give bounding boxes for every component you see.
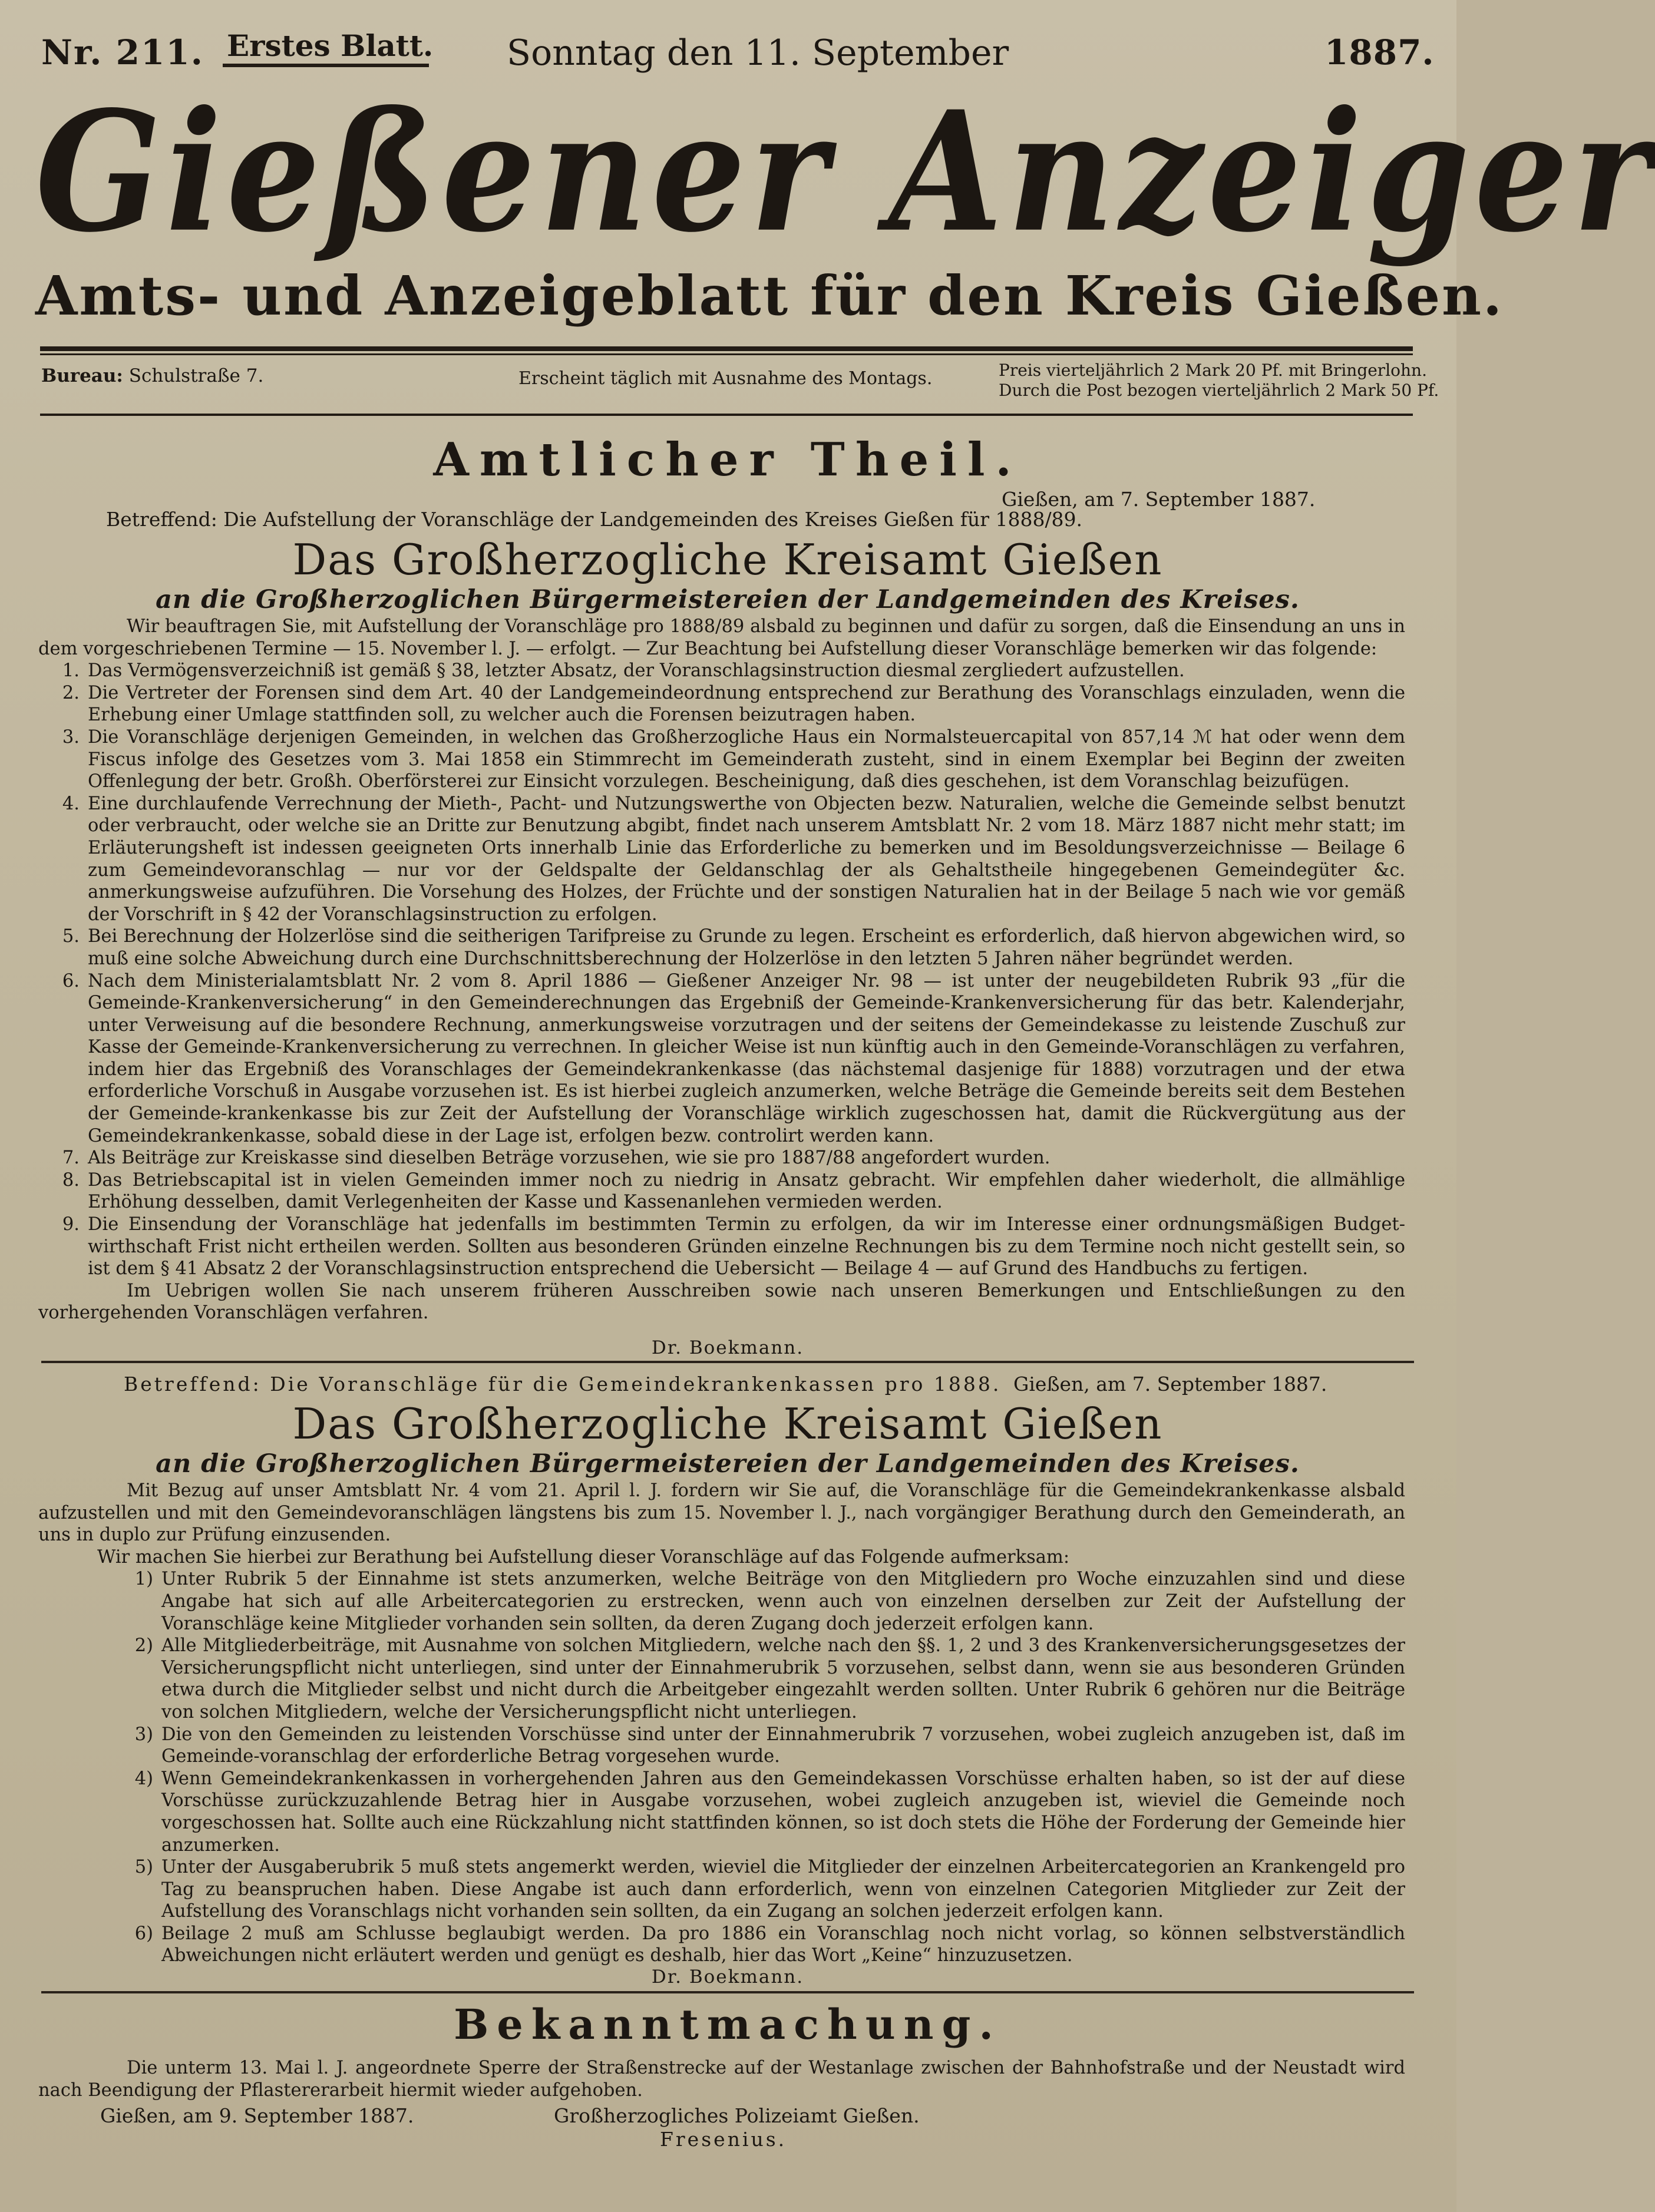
notice3-authority: Großherzogliches Polizeiamt Gießen. xyxy=(554,2104,920,2127)
list-item-number: 2. xyxy=(62,682,80,703)
bureau-value: Schulstraße 7. xyxy=(128,365,264,386)
notice1-closing: Im Uebrigen wollen Sie nach unserem früheren Ausschreiben sowie nach unseren Bemerkungen und Entschließungen zu den vorhergehenden Voranschlägen verfahren. xyxy=(38,1280,1405,1324)
issue-number: Nr. 211. xyxy=(41,32,204,72)
notice2-subject: Betreffend: Die Voranschläge für die Gemeindekrankenkassen pro 1888. xyxy=(124,1373,1002,1396)
list-item-number: 6. xyxy=(62,970,80,991)
list-item-text: Eine durchlaufende Verrechnung der Mieth-, Pacht- und Nutzungswerthe von Objecten bezw. Naturalien, welche die Gemeinde selbst benutzt oder verbraucht, oder welche sie an Dritte zur Benutzung abgibt, findet nach unserem Amtsblatt Nr. 2 vom 18. März 1887 nicht mehr statt; im Erläuterungsheft ist indessen geeigneten Orts innerhalb Linie das Erforderliche zu bemerken und im Besoldungsverzeichnisse — Beilage 6 zum Gemeindevoranschlag — nur vor der Geldspalte der Geldanschlag der als Gehaltstheile hingegebenen Gemeindegüter &c. anmerkungsweise aufzuführen. Die Vorsehung des Holzes, der Früchte und der sonstigen Naturalien hat in der Beilage 5 nach wie vor gemäß der Vorschrift in § 42 der Voranschlagsinstruction zu erfolgen. xyxy=(88,793,1405,925)
list-item-text: Nach dem Ministerialamtsblatt Nr. 2 vom 8. April 1886 — Gießener Anzeiger Nr. 98 — ist unter der neugebildeten Rubrik 93 „für die Gemeinde-Krankenversicherung“ in den Gemeinderechnungen das Ergebniß der Gemeinde-Krankenversicherung für das betr. Kalenderjahr, unter Verweisung auf die besondere Rechnung, anmerkungsweise vorzutragen und der seitens der Gemeindekasse zu leistende Zuschuß zur Kasse der Gemeinde-Krankenversicherung zu verrechnen. In gleicher Weise ist nun künftig auch in den Gemeinde-Voranschlägen zu verfahren, indem hier das Ergebniß des Voranschlages der Gemeindekrankenkasse (das nächstemal dasjenige für 1888) vorzutragen und der etwa erforderliche Vorschuß in Ausgabe vorzusehen ist. Es ist hierbei zugleich anzumerken, welche Beträge die Gemeinde bereits seit dem Bestehen der Gemeinde-krankenkasse bis zur Zeit der Aufstellung der Voranschläge wirklich zugeschossen hat, damit die Rückvergütung aus der Gemeindekrankenkasse, sobald diese in der Lage ist, erfolgen bezw. controlirt werden kann. xyxy=(88,970,1405,1146)
list-item xyxy=(109,1635,1405,1723)
list-item xyxy=(109,1768,1405,1856)
notice3-text: Die unterm 13. Mai l. J. angeordnete Sperre der Straßenstrecke auf der Westanlage zwischen der Bahnhofstraße und der Neustadt wird nach Beendigung der Pflastererarbeit hiermit wieder aufgehoben. xyxy=(38,2058,1405,2101)
notice1-items xyxy=(38,660,1405,1280)
list-item-number: 2) xyxy=(134,1635,153,1656)
price-line-1: Preis vierteljährlich 2 Mark 20 Pf. mit Bringerlohn. xyxy=(999,361,1427,380)
list-item xyxy=(38,726,1405,793)
list-item-text: Beilage 2 muß am Schlusse beglaubigt werden. Da pro 1886 ein Voranschlag noch nicht vorlag, so können selbstverständlich Abweichungen nicht erläutert werden und genügt es deshalb, hier das Wort „Keine“ hinzuzusetzen. xyxy=(161,1923,1405,1966)
notice3-body xyxy=(38,2057,1405,2101)
notice2-intro: Mit Bezug auf unser Amtsblatt Nr. 4 vom 21. April l. J. fordern wir Sie auf, die Voranschläge für die Gemeindekrankenkasse alsbald aufzustellen und mit den Gemeindevoranschlägen längstens bis zum 15. November l. J., nach vorgängiger Berathung durch den Gemeinderath, an uns in duplo zur Prüfung einzusenden. xyxy=(38,1480,1405,1546)
notice2-signature: Dr. Boekmann. xyxy=(651,1966,804,1988)
list-item xyxy=(109,1568,1405,1635)
notice3-place-date: Gießen, am 9. September 1887. xyxy=(100,2104,414,2127)
notice1-body xyxy=(38,616,1405,1324)
publication-schedule: Erscheint täglich mit Ausnahme des Montags. xyxy=(518,368,933,389)
notice2-body xyxy=(38,1480,1405,1967)
notice1-place-date: Gießen, am 7. September 1887. xyxy=(1002,488,1316,511)
list-item-number: 7. xyxy=(62,1148,80,1169)
list-item-text: Die Vertreter der Forensen sind dem Art. 40 der Landgemeindeordnung entsprechend zur Berathung des Voranschlags einzuladen, wenn die Erhebung einer Umlage stattfinden soll, zu welcher auch die Forensen beizutragen haben. xyxy=(88,682,1405,726)
notice3-title: Bekanntmachung. xyxy=(454,2000,1002,2049)
list-item xyxy=(38,660,1405,682)
list-item-number: 5. xyxy=(62,926,80,947)
list-item xyxy=(38,1169,1405,1214)
notice-separator-2 xyxy=(41,1991,1414,1993)
list-item-number: 3. xyxy=(62,726,80,748)
list-item-number: 6) xyxy=(134,1923,153,1944)
bureau-address xyxy=(41,365,263,386)
list-item-text: Das Vermögensverzeichniß ist gemäß § 38, letzter Absatz, der Voranschlagsinstruction diesmal zergliedert aufzustellen. xyxy=(88,660,1185,682)
notice2-items xyxy=(38,1568,1405,1967)
list-item-number: 3) xyxy=(134,1724,153,1745)
list-item xyxy=(38,682,1405,726)
price-line-2: Durch die Post bezogen vierteljährlich 2 Mark 50 Pf. xyxy=(999,381,1439,400)
notice2-intro2: Wir machen Sie hierbei zur Berathung bei Aufstellung dieser Voranschläge auf das Folgende aufmerksam: xyxy=(97,1546,1070,1568)
list-item-text: Alle Mitgliederbeiträge, mit Ausnahme von solchen Mitgliedern, welche nach den §§. 1, 2 und 3 des Krankenversicherungsgesetzes der Versicherungspflicht nicht unterliegen, sind unter der Einnahmerubrik 5 vorzusehen, selbst dann, wenn sie aus besonderen Gründen etwa durch die Mitglieder selbst und nicht durch die Arbeitgeber eingezahlt werden sollten. Unter Rubrik 6 gehören nur die Beiträge von solchen Mitgliedern, welche der Versicherungspflicht nicht unterliegen. xyxy=(161,1635,1405,1722)
notice1-signature: Dr. Boekmann. xyxy=(651,1337,804,1358)
notice1-authority: Das Großherzogliche Kreisamt Gießen xyxy=(292,535,1163,584)
masthead-rule xyxy=(40,346,1413,351)
list-item xyxy=(38,925,1405,970)
masthead-bottom-rule xyxy=(40,414,1413,416)
notice-separator xyxy=(41,1361,1414,1363)
list-item-text: Das Betriebscapital ist in vielen Gemeinden immer noch zu niedrig in Ansatz gebracht. Wir empfehlen daher wiederholt, die allmählige Erhöhung desselben, damit Verlegenheiten der Kasse und Kassenanlehen vermieden werden. xyxy=(88,1169,1405,1213)
notice2-addressee: an die Großherzoglichen Bürgermeistereien der Landgemeinden des Kreises. xyxy=(156,1449,1300,1479)
list-item-text: Wenn Gemeindekrankenkassen in vorhergehenden Jahren aus den Gemeindekassen Vorschüsse erhalten haben, so ist der auf diese Vorschüsse zurückzuzahlende Betrag hier in Ausgabe vorzusehen, wobei zugleich anzugeben ist, wieviel die Gemeinde noch vorgeschossen hat. Sollte auch eine Rückzahlung nicht stattfinden können, so ist doch stets die Höhe der Forderung der Gemeinde hier anzumerken. xyxy=(161,1768,1405,1856)
list-item-text: Die Voranschläge derjenigen Gemeinden, in welchen das Großherzogliche Haus ein Normalsteuercapital von 857,14 ℳ hat oder wenn dem Fiscus infolge des Gesetzes vom 3. Mai 1858 ein Stimmrecht im Gemeinderath zusteht, sind in einem Exemplar bei Beginn der zweiten Offenlegung der betr. Großh. Oberförsterei zur Einsicht vorzulegen. Bescheinigung, daß dies geschehen, ist dem Voranschlag beizufügen. xyxy=(88,726,1405,792)
bureau-label: Bureau: xyxy=(41,365,123,386)
notice2-place-date: Gießen, am 7. September 1887. xyxy=(1013,1373,1327,1396)
list-item-number: 1. xyxy=(62,660,80,682)
list-item xyxy=(38,1147,1405,1169)
list-item xyxy=(38,793,1405,926)
list-item xyxy=(38,1214,1405,1280)
list-item xyxy=(109,1923,1405,1967)
newspaper-subtitle: Amts- und Anzeigeblatt für den Kreis Gießen. xyxy=(35,264,1504,328)
newspaper-title: Gießener Anzeiger xyxy=(35,74,1655,269)
list-item-number: 4. xyxy=(62,793,80,814)
list-item xyxy=(38,970,1405,1148)
list-item-text: Unter Rubrik 5 der Einnahme ist stets anzumerken, welche Beiträge von den Mitgliedern pro Woche einzuzahlen sind und diese Angabe hat sich auf alle Arbeitercategorien zu erstrecken, wenn auch von einzelnen derselben zur Zeit der Aufstellung der Voranschläge keine Mitglieder vorhanden sein sollten, da deren Zugang doch jederzeit erfolgen kann. xyxy=(161,1569,1405,1634)
list-item-number: 4) xyxy=(134,1768,153,1789)
subscription-price xyxy=(999,361,1439,401)
list-item-number: 9. xyxy=(62,1214,80,1235)
masthead-rule-thin xyxy=(40,353,1413,355)
notice1-subject: Betreffend: Die Aufstellung der Voranschläge der Landgemeinden des Kreises Gießen für 1888/89. xyxy=(106,508,1083,531)
list-item-text: Die Einsendung der Voranschläge hat jedenfalls im bestimmten Termin zu erfolgen, da wir im Interesse einer ordnungsmäßigen Budget-wirthschaft Frist nicht ertheilen werden. Sollten aus besonderen Gründen einzelne Rechnungen bis zu dem Termine noch nicht gestellt sein, so ist dem § 41 Absatz 2 der Voranschlagsinstruction entsprechend die Uebersicht — Beilage 4 — auf Grund des Handbuchs zu fertigen. xyxy=(88,1214,1405,1279)
sheet-label-underline xyxy=(223,64,429,67)
list-item-number: 5) xyxy=(134,1857,153,1878)
list-item-number: 1) xyxy=(134,1569,153,1590)
notice2-authority: Das Großherzogliche Kreisamt Gießen xyxy=(292,1399,1163,1449)
list-item-text: Die von den Gemeinden zu leistenden Vorschüsse sind unter der Einnahmerubrik 7 vorzusehen, wobei zugleich anzugeben ist, daß im Gemeinde-voranschlag der erforderliche Betrag vorgesehen wurde. xyxy=(161,1724,1405,1767)
list-item xyxy=(109,1856,1405,1923)
list-item-text: Unter der Ausgaberubrik 5 muß stets angemerkt werden, wieviel die Mitglieder der einzelnen Arbeitercategorien an Krankengeld pro Tag zu beanspruchen haben. Diese Angabe ist auch dann erforderlich, wenn von einzelnen Categorien Mitglieder zur Zeit der Aufstellung des Voranschlags nicht vorhanden sein sollten, da ein Zugang an solchen jederzeit erfolgen kann. xyxy=(161,1857,1405,1922)
notice1-intro: Wir beauftragen Sie, mit Aufstellung der Voranschläge pro 1888/89 alsbald zu beginnen und dafür zu sorgen, daß die Einsendung an uns in dem vorgeschriebenen Termine — 15. November l. J. — erfolgt. — Zur Beachtung bei Aufstellung dieser Voranschläge bemerken wir das folgende: xyxy=(38,616,1405,659)
list-item-text: Bei Berechnung der Holzerlöse sind die seitherigen Tarifpreise zu Grunde zu legen. Erscheint es erforderlich, daß hiervon abgewichen wird, so muß eine solche Abweichung durch eine Durchschnittsberechnung der Holzerlöse in den letzten 5 Jahren näher begründet werden. xyxy=(88,926,1405,969)
issue-date: Sonntag den 11. September xyxy=(507,32,1009,74)
issue-year: 1887. xyxy=(1324,32,1435,72)
list-item-text: Als Beiträge zur Kreiskasse sind dieselben Beträge vorzusehen, wie sie pro 1887/88 angefordert wurden. xyxy=(88,1148,1051,1169)
section-title: Amtlicher Theil. xyxy=(433,433,1022,487)
notice1-addressee: an die Großherzoglichen Bürgermeistereien der Landgemeinden des Kreises. xyxy=(156,585,1300,614)
list-item-number: 8. xyxy=(62,1169,80,1191)
notice3-signature: Fresenius. xyxy=(660,2128,787,2151)
list-item xyxy=(109,1724,1405,1768)
sheet-label: Erstes Blatt. xyxy=(227,28,434,63)
